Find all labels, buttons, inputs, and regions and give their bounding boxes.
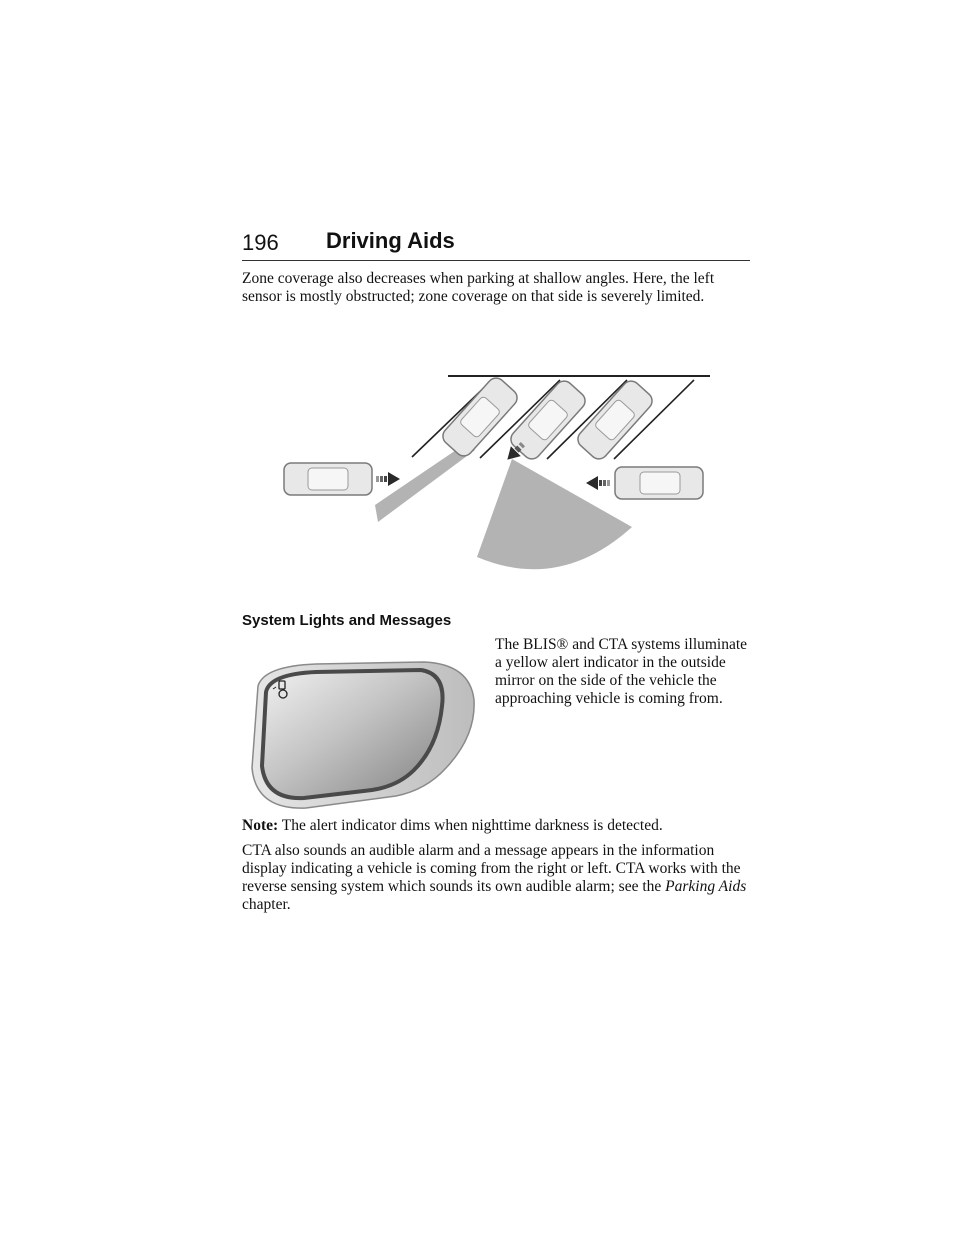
- cta-tail: chapter.: [242, 896, 291, 913]
- angled-parking-illustration: [270, 362, 720, 580]
- chapter-title: Driving Aids: [326, 228, 455, 253]
- approaching-car-left: [284, 463, 372, 495]
- note-text: The alert indicator dims when nighttime darkness is detected.: [281, 817, 663, 834]
- section-heading: System Lights and Messages: [242, 612, 452, 629]
- cta-paragraph: [242, 842, 762, 914]
- zone-coverage-paragraph: Zone coverage also decreases when parking at shallow angles. Here, the left sensor is mostly obstructed; zone coverage on that side is severely limited.: [242, 270, 715, 305]
- page-header: [242, 228, 750, 264]
- cta-text: CTA also sounds an audible alarm and a message appears in the information display indicating a vehicle is coming from the right or left. CTA works with the reverse sensing system which sounds its own audible alarm; see the: [242, 842, 741, 895]
- right-sensor-zone: [477, 459, 632, 569]
- page-number: 196: [242, 230, 279, 255]
- side-mirror-illustration: [246, 658, 478, 810]
- parked-car-left: [439, 374, 520, 459]
- note-paragraph: [242, 817, 762, 835]
- header-rule: [242, 260, 750, 261]
- system-lights-paragraph: The BLIS® and CTA systems illuminate a yellow alert indicator in the outside mirror on the side of the vehicle the approaching vehicle is coming from.: [495, 636, 748, 707]
- arrow-right-icon: [376, 472, 400, 486]
- approaching-car-right: [615, 467, 703, 499]
- note-label: Note:: [242, 817, 279, 834]
- arrow-left-icon: [586, 476, 610, 490]
- parking-aids-link[interactable]: Parking Aids: [665, 878, 747, 895]
